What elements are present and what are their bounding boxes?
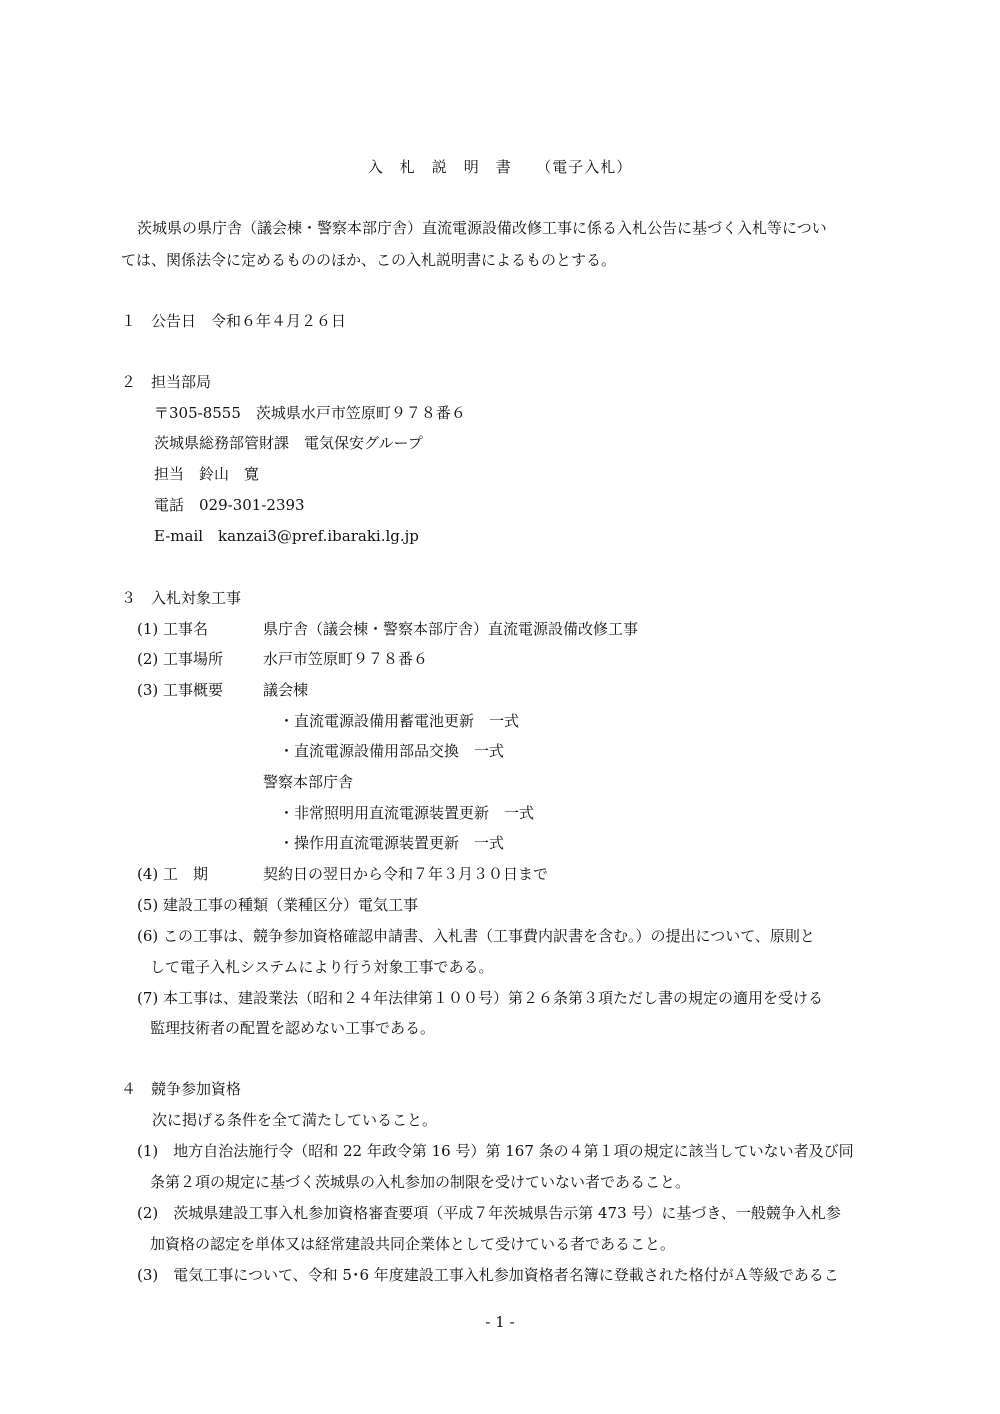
work-period-value: 契約日の翌日から令和７年３月３０日まで [263, 865, 549, 883]
work-name-value: 県庁舎（議会棟・警察本部庁舎）直流電源設備改修工事 [263, 620, 639, 638]
overview-item: ・直流電源設備用部品交換 一式 [279, 742, 505, 760]
section-4-heading: ４ 競争参加資格 [121, 1080, 242, 1098]
dept-email: E-mail kanzai3@pref.ibaraki.lg.jp [154, 527, 419, 545]
eligibility-2-line-1: (2) 茨城県建設工事入札参加資格審査要項（平成７年茨城県告示第 473 号）に基づき、一般競争入札参 [137, 1204, 841, 1222]
dept-address: 〒305-8555 茨城県水戸市笠原町９７８番６ [154, 404, 466, 422]
overview-item: ・非常照明用直流電源装置更新 一式 [279, 804, 535, 822]
overview-item: ・直流電源設備用蓄電池更新 一式 [279, 712, 520, 730]
eligibility-2-line-2: 加資格の認定を単体又は経常建設共同企業体として受けている者であること。 [150, 1235, 676, 1253]
dept-name: 茨城県総務部管財課 電気保安グループ [154, 434, 423, 452]
eligibility-1-line-1: (1) 地方自治法施行令（昭和 22 年政令第 16 号）第 167 条の４第１項の規定に該当していない者及び同 [137, 1142, 854, 1160]
work-type: (5) 建設工事の種類（業種区分）電気工事 [137, 896, 419, 914]
work-note-6-line-2: して電子入札システムにより行う対象工事である。 [150, 958, 494, 976]
work-location-label: (2) 工事場所 [137, 650, 224, 668]
work-overview-label: (3) 工事概要 [137, 681, 224, 699]
work-note-6-line-1: (6) この工事は、競争参加資格確認申請書、入札書（工事費内訳書を含む。）の提出について、原則と [137, 927, 815, 945]
overview-group-police: 警察本部庁舎 [263, 773, 354, 791]
intro-line-1: 茨城県の県庁舎（議会棟・警察本部庁舎）直流電源設備改修工事に係る入札公告に基づく入札等につい [137, 219, 827, 237]
eligibility-3-line-1: (3) 電気工事について、令和 5･6 年度建設工事入札参加資格者名簿に登載された格付がＡ等級であるこ [137, 1266, 839, 1284]
work-note-7-line-1: (7) 本工事は、建設業法（昭和２４年法律第１００号）第２６条第３項ただし書の規定の適用を受ける [137, 989, 824, 1007]
dept-phone: 電話 029-301-2393 [154, 496, 305, 514]
eligibility-1-line-2: 条第２項の規定に基づく茨城県の入札参加の制限を受けていない者であること。 [150, 1173, 691, 1191]
work-name-label: (1) 工事名 [137, 620, 209, 638]
page-number: - 1 - [485, 1313, 515, 1331]
section-2-heading: ２ 担当部局 [121, 373, 212, 391]
work-note-7-line-2: 監理技術者の配置を認めない工事である。 [150, 1019, 436, 1037]
overview-item: ・操作用直流電源装置更新 一式 [279, 834, 505, 852]
document-title: 入 札 説 明 書 （電子入札） [367, 158, 633, 176]
section-3-heading: ３ 入札対象工事 [121, 589, 242, 607]
overview-group-assembly: 議会棟 [263, 681, 309, 699]
work-location-value: 水戸市笠原町９７８番６ [263, 650, 429, 668]
work-period-label: (4) 工 期 [137, 865, 209, 883]
section-1-notice-date: １ 公告日 令和６年４月２６日 [121, 312, 347, 330]
eligibility-lead: 次に掲げる条件を全て満たしていること。 [152, 1111, 438, 1129]
intro-line-2: ては、関係法令に定めるもののほか、この入札説明書によるものとする。 [121, 251, 617, 269]
dept-contact-person: 担当 鈴山 寛 [154, 465, 260, 483]
